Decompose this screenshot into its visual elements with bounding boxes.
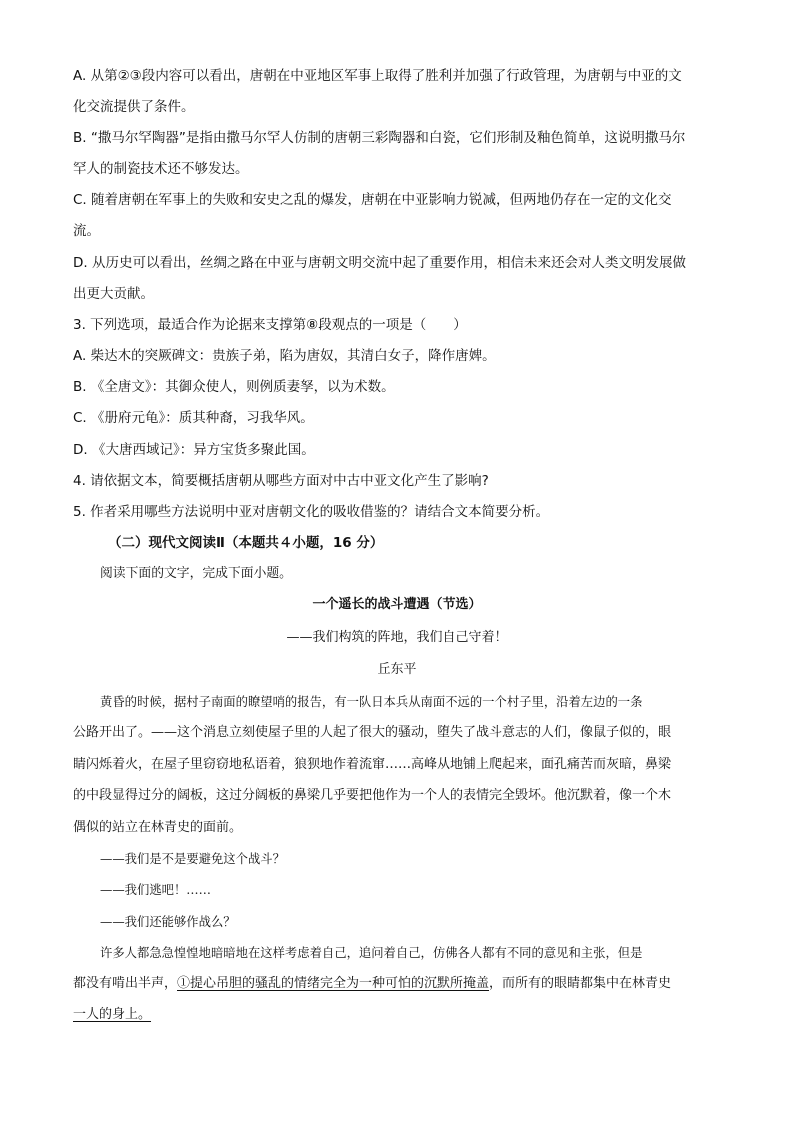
para1-line2: 公路开出了。——这个消息立刻使屋子里的人起了很大的骚动，堕失了战斗意志的人们，像鼠子似的，眼 — [73, 725, 672, 740]
section-heading: （二）现代文阅读Ⅱ（本题共４小题，16 分） — [108, 535, 384, 551]
underlined-sentence-end: 一人的身上。 — [73, 1007, 152, 1022]
para2-line2-post: ，而所有的眼睛都集中在林青史 — [489, 976, 672, 991]
section-instruction: 阅读下面的文字，完成下面小题。 — [100, 566, 292, 581]
dialogue-line1: ——我们是不是要避免这个战斗？ — [100, 852, 285, 866]
para2-line2-pre: 都没有啃出半声， — [73, 976, 178, 991]
q2-option-c-line2: 流。 — [73, 223, 100, 239]
question-4: 4. 请依据文本，简要概括唐朝从哪些方面对中古中亚文化产生了影响? — [73, 473, 489, 489]
q3-option-c: C. 《册府元龟》：质其种裔，习我华风。 — [73, 410, 314, 426]
article-subtitle: ——我们构筑的阵地，我们自己守着！ — [286, 630, 508, 645]
q3-stem: 3. 下列选项，最适合作为论据来支撑第⑧段观点的一项是（ ） — [73, 317, 467, 333]
para1-line1: 黄昏的时候，据村子南面的瞭望哨的报告，有一队日本兵从南面不远的一个村子里，沿着左边的一条 — [100, 695, 643, 709]
para2-line3 — [73, 1006, 723, 1024]
para1-line5: 偶似的站立在林青史的面前。 — [73, 820, 243, 835]
dialogue-line2: ——我们逃吧！…… — [100, 883, 211, 897]
q2-option-a-line1: A. 从第②③段内容可以看出，唐朝在中亚地区军事上取得了胜利并加强了行政管理，为唐朝与中亚的文 — [73, 68, 682, 84]
underlined-sentence: ①提心吊胆的骚乱的情绪完全为一种可怕的沉默所掩盖 — [177, 976, 490, 991]
dialogue-line3: ——我们还能够作战么？ — [100, 915, 236, 929]
q2-option-b-line2: 罕人的制瓷技术还不够发达。 — [73, 161, 249, 177]
q2-option-d-line1: D. 从历史可以看出，丝绸之路在中亚与唐朝文明交流中起了重要作用，相信未来还会对人类文明发展做 — [73, 255, 686, 271]
article-title: 一个遥长的战斗遭遇（节选） — [312, 597, 482, 612]
q2-option-a-line2: 化交流提供了条件。 — [73, 99, 195, 115]
para1-line3: 睛闪烁着火，在屋子里窃窃地私语着，狼狈地作着流窜……高峰从地铺上爬起来，面孔痛苦而灰暗，鼻梁 — [73, 757, 672, 772]
q3-option-a: A. 柴达木的突厥碑文：贵族子弟，陷为唐奴，其清白女子，降作唐婢。 — [73, 348, 496, 364]
q3-option-d: D. 《大唐西域记》：异方宝货多聚此国。 — [73, 442, 315, 458]
q2-option-b-line1: B. “撒马尔罕陶器”是指由撒马尔罕人仿制的唐朝三彩陶器和白瓷，它们形制及釉色简单，这说明撒马尔 — [73, 130, 686, 146]
para2-line2 — [73, 975, 723, 993]
para1-line4: 的中段显得过分的阔板，这过分阔板的鼻梁几乎要把他作为一个人的表情完全毁坏。他沉默着，像一个木 — [73, 788, 672, 803]
article-author: 丘东平 — [377, 662, 417, 677]
question-5: 5. 作者采用哪些方法说明中亚对唐朝文化的吸收借鉴的？请结合文本简要分析。 — [73, 504, 550, 520]
q3-option-b: B. 《全唐文》：其御众使人，则例质妻孥，以为术数。 — [73, 379, 395, 395]
q2-option-c-line1: C. 随着唐朝在军事上的失败和安史之乱的爆发，唐朝在中亚影响力锐减，但两地仍存在一定的文化交 — [73, 192, 672, 208]
q2-option-d-line2: 出更大贡献。 — [73, 286, 154, 302]
para2-line1: 许多人都急急惶惶地暗暗地在这样考虑着自己，追问着自己，仿佛各人都有不同的意见和主张，但是 — [100, 946, 643, 960]
